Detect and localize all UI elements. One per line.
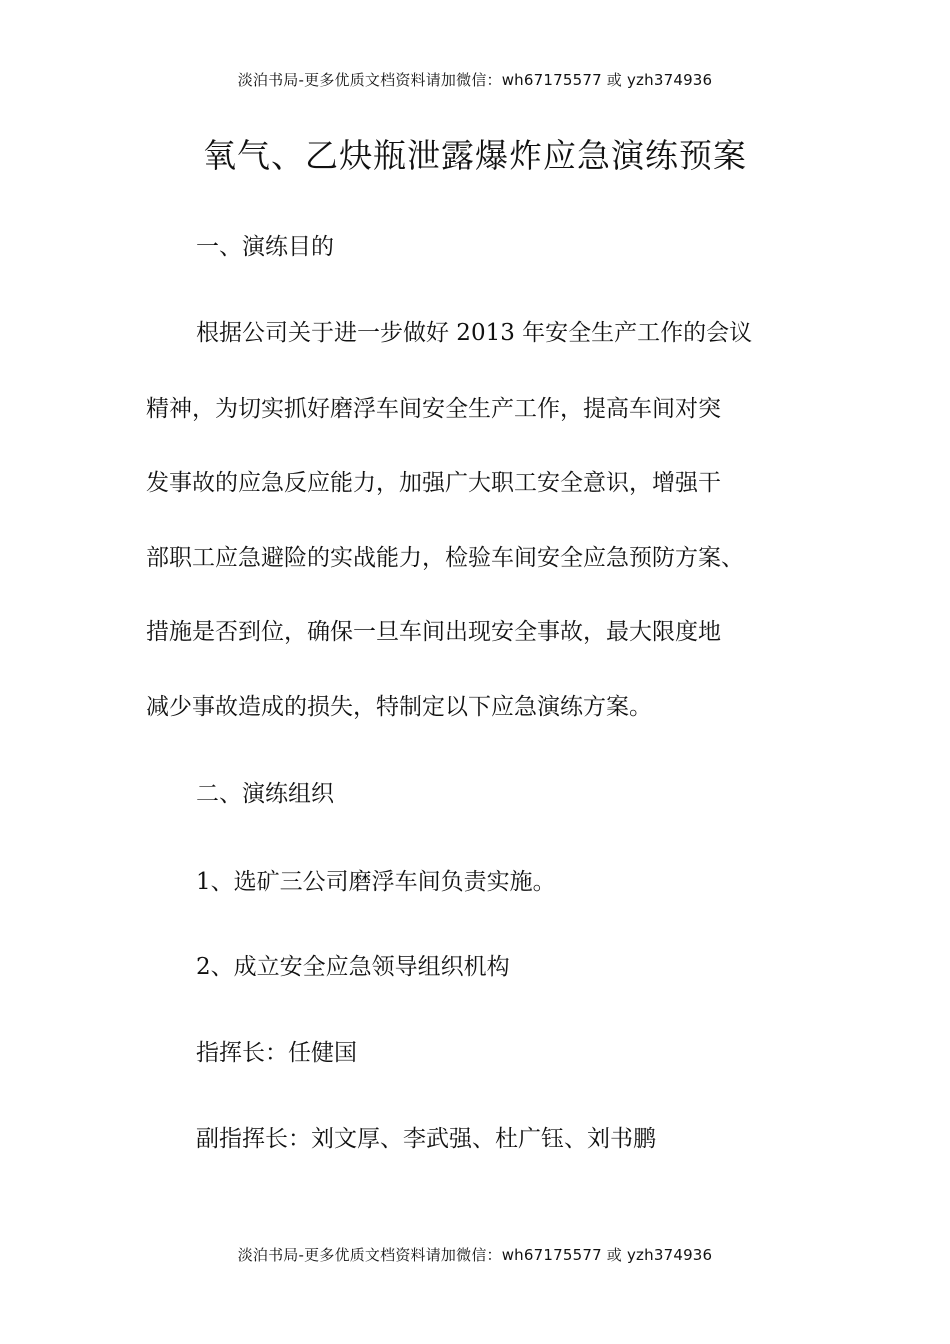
- page-footer-watermark: 淡泊书局-更多优质文档资料请加微信：wh67175577 或 yzh374936: [237, 1246, 713, 1264]
- document-title: 氧气、乙炔瓶泄露爆炸应急演练预案: [203, 136, 747, 175]
- paragraph-line: 发事故的应急反应能力，加强广大职工安全意识，增强干: [146, 470, 721, 496]
- paragraph-line: 部职工应急避险的实战能力，检验车间安全应急预防方案、: [146, 545, 744, 571]
- organization-item-2: 2、成立安全应急领导组织机构: [196, 954, 510, 980]
- deputy-commanders-line: 副指挥长：刘文厚、李武强、杜广钰、刘书鹏: [196, 1126, 656, 1152]
- paragraph-line: 措施是否到位，确保一旦车间出现安全事故，最大限度地: [146, 619, 721, 645]
- paragraph-line: 精神，为切实抓好磨浮车间安全生产工作，提高车间对突: [146, 396, 721, 422]
- commander-line: 指挥长：任健国: [196, 1040, 357, 1066]
- organization-item-1: 1、选矿三公司磨浮车间负责实施。: [196, 869, 556, 895]
- page-header-watermark: 淡泊书局-更多优质文档资料请加微信：wh67175577 或 yzh374936: [237, 71, 713, 89]
- section-heading-purpose: 一、演练目的: [196, 234, 334, 260]
- paragraph-line: 减少事故造成的损失，特制定以下应急演练方案。: [146, 694, 652, 720]
- paragraph-line: 根据公司关于进一步做好 2013 年安全生产工作的会议: [196, 320, 753, 346]
- section-heading-organization: 二、演练组织: [196, 781, 334, 807]
